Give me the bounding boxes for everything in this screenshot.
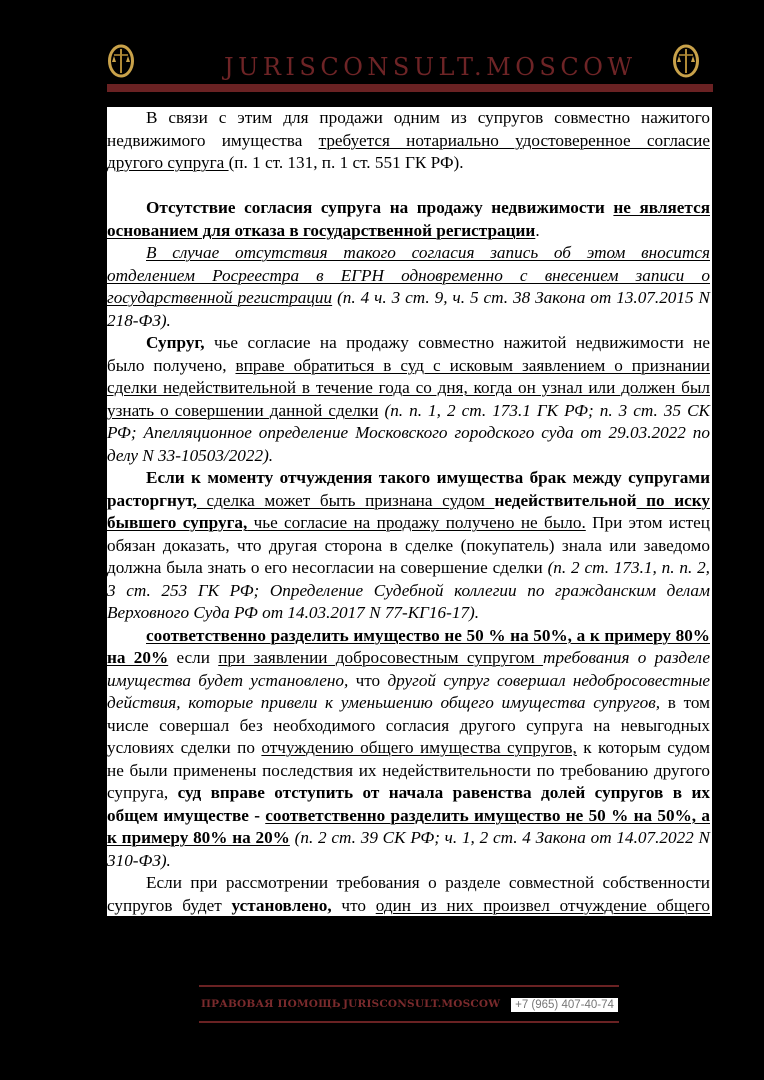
paragraph-2022-rule: [107, 625, 710, 873]
text-run: если: [168, 648, 219, 667]
bold-text: Если к моменту отчуждения такого имущества брак между супругами расторгнут,: [107, 468, 710, 510]
bold-text: Отсутствие согласия супруга на продажу недвижимости: [146, 198, 614, 217]
bold-text: установлено,: [231, 895, 332, 915]
paragraph-no-refusal: [107, 197, 710, 242]
underlined-text: при заявлении добросовестным супругом: [218, 648, 544, 667]
text-run: что: [331, 895, 376, 915]
footer-phone[interactable]: +7 (965) 407-40-74: [511, 998, 618, 1012]
text-run: Если при рассмотрении требования о разделе совместной собственности супругов будет: [107, 873, 710, 915]
site-brand-title: JURISCONSULT.MOSCOW: [224, 53, 637, 81]
footer-site-link[interactable]: JURISCONSULT.MOSCOW: [343, 998, 501, 1010]
italic-underlined-text: В случае отсутствия такого согласия запись об этом вносится отделением Росреестра в ЕГРН одновременно с внесением записи о государственной регистрации: [107, 243, 710, 307]
paragraph-consent-requirement: [107, 107, 710, 175]
footer-legal-help-label: ПРАВОВАЯ ПОМОЩЬ: [201, 998, 341, 1010]
citation-text: (п. 2 ст. 39 СК РФ; ч. 1, 2 ст. 4 Закона от 14.07.2022 N 310-ФЗ).: [107, 828, 710, 870]
bold-underlined-text: при разделе учитывается это имущество или его стоимость: [213, 940, 687, 960]
paragraph-divorce: [107, 467, 710, 625]
footer-divider-top: [199, 985, 619, 987]
citation-text: (п. 4 ч. 3 ст. 9, ч. 5 ст. 38 Закона от 13.07.2015 N 218-ФЗ).: [107, 288, 710, 330]
text-run: что: [348, 670, 388, 690]
underlined-text: чье согласие на продажу получено не было.: [247, 513, 586, 532]
bold-text: суд вправе отступить от начала равенства долей супругов в их общем имуществе -: [107, 783, 710, 825]
paragraph-hidden-property: [107, 872, 710, 985]
scales-emblem-icon: [108, 44, 134, 78]
bold-underlined-text: не является основанием для отказа в государственной регистрации: [107, 198, 710, 240]
paragraph-egrn-record: [107, 242, 710, 332]
citation-text: (п. 1 ст. 131, п. 1 ст. 551 ГК РФ).: [228, 153, 464, 172]
bold-text: недействительной: [494, 490, 637, 510]
underlined-text: требуется нотариально удостоверенное согласие другого супруга: [107, 130, 710, 172]
document-page: [107, 107, 712, 982]
paragraph-spouse-right: [107, 332, 710, 467]
text-run: В связи с этим для продажи одним из супругов совместно нажитого недвижимого имущества: [107, 108, 710, 150]
citation-text: (п. 16 Постановления Пленума Верховного Суда РФ N 15).: [107, 940, 710, 982]
underlined-text: один из них произвел отчуждение общего имущества вопреки воле другого супруга и не в интересах семьи либо скрыл имущество, то: [107, 895, 710, 960]
underlined-text: отчуждению общего имущества супругов,: [261, 738, 577, 757]
document-body: [107, 107, 710, 985]
text-run: к которым судом не были применены последствия их недействительности по требованию другого супруга,: [107, 738, 710, 802]
italic-text: другой супруг совершал недобросовестные действия, которые привели к уменьшению общего имущества супругов,: [107, 670, 710, 712]
citation-text: (п. п. 1, 2 ст. 173.1 ГК РФ; п. 3 ст. 35 СК РФ; Апелляционное определение Московского городского суда от 29.03.2022 по делу N 33-10503/2022).: [107, 400, 710, 465]
footer-divider-bottom: [199, 1021, 619, 1023]
text-run: .: [535, 220, 540, 240]
bold-underlined-text: соответственно разделить имущество не 50 % на 50%, а к примеру 80% на 20%: [107, 805, 710, 847]
citation-text: (п. 2 ст. 173.1, п. п. 2, 3 ст. 253 ГК РФ; Определение Судебной коллегии по гражданским делам Верховного Суда РФ от 14.03.2017 N 77-КГ16-17).: [107, 558, 710, 622]
underlined-text: вправе обратиться в суд с исковым заявлением о признании сделки недействительной в течение года со дня, когда он узнал или должен был узнать о совершении данной сделки: [107, 355, 710, 420]
italic-text: требования о разделе имущества будет установлено,: [107, 648, 711, 690]
text-run: При этом истец обязан доказать, что другая сторона в сделке (покупатель) знала или заведомо должна была знать о его несогласии на совершение сделки: [107, 513, 710, 577]
text-run: чье согласие на продажу совместно нажитой недвижимости не было получено,: [107, 333, 710, 375]
bold-underlined-text: по иску бывшего супруга,: [107, 490, 710, 532]
underlined-text: сделка может быть признана судом: [196, 490, 495, 510]
paragraph-spacer: [107, 175, 710, 198]
bold-text: Супруг,: [146, 333, 205, 352]
text-run: в том числе совершал без необходимого согласия другого супруга на невыгодных условиях сделки по: [107, 693, 711, 757]
bold-underlined-date: соответственно разделить имущество не 50 % на 50%, а к примеру 80% на 20%: [107, 625, 710, 667]
header-divider: [107, 84, 713, 92]
scales-emblem-icon: [673, 44, 699, 78]
